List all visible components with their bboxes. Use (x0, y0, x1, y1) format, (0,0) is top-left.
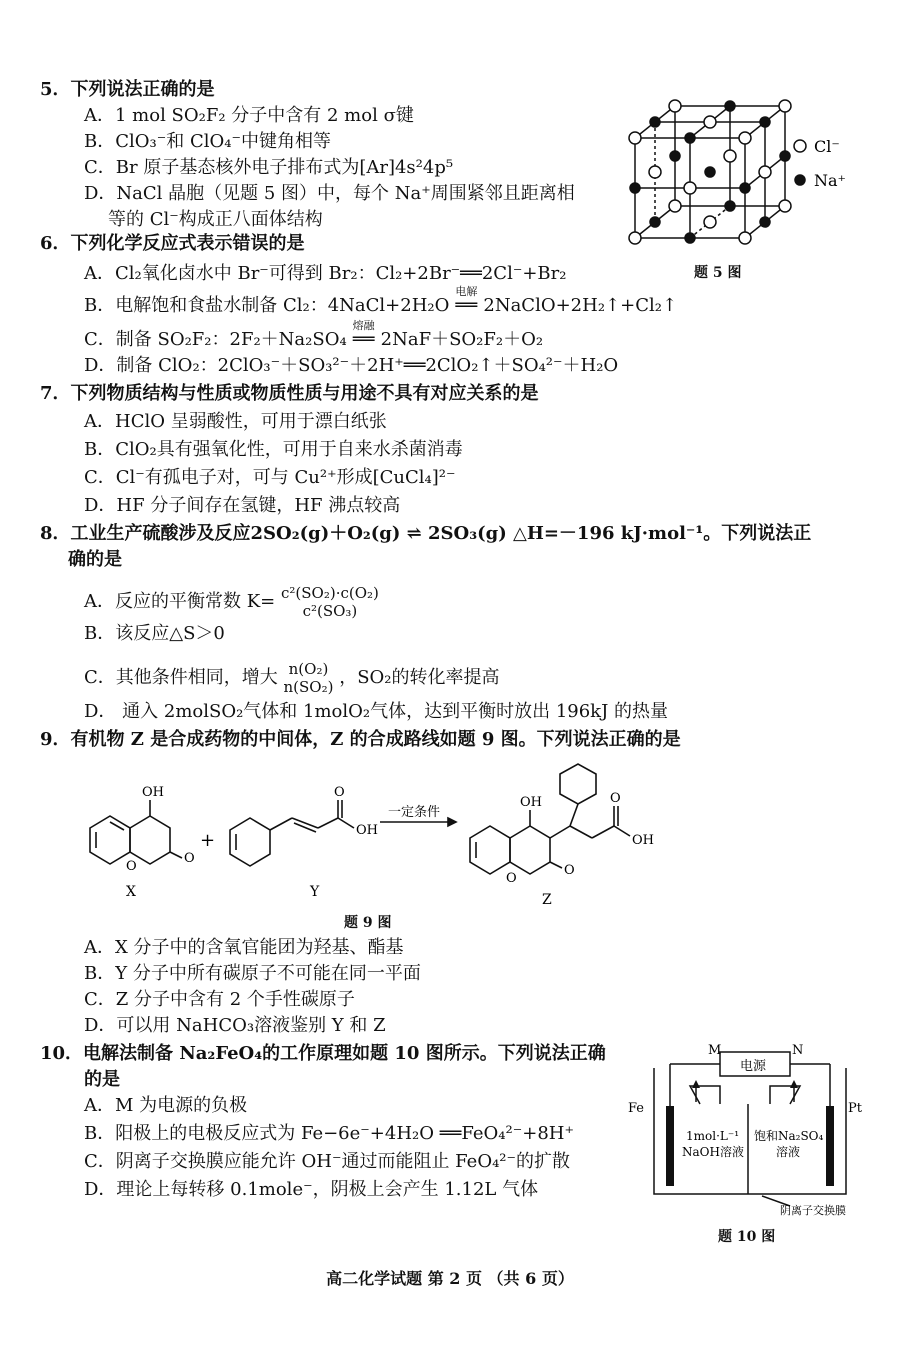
q9-stem: 9．有机物 Z 是合成药物的中间体，Z 的合成路线如题 9 图。下列说法正确的是 (40, 729, 681, 750)
q7-option-d: D．HF 分子间存在氢键，HF 沸点较高 (84, 495, 401, 516)
q5-option-a: A．1 mol SO₂F₂ 分子中含有 2 mol σ键 (84, 105, 414, 126)
q10-figure-caption: 题 10 图 (718, 1229, 776, 1245)
q10-option-a: A．M 为电源的负极 (84, 1095, 248, 1116)
q9-option-d: D．可以用 NaHCO₃溶液鉴别 Y 和 Z (84, 1015, 386, 1036)
x-ring-o-label: O (126, 859, 137, 874)
membrane-label: 阴离子交换膜 (780, 1204, 846, 1217)
q8-option-d: D． 通入 2molSO₂气体和 1molO₂气体，达到平衡时放出 196kJ 的热量 (84, 701, 669, 722)
y-carbonyl-o-label: O (334, 785, 345, 800)
electrode-n-label: N (792, 1043, 804, 1058)
x-oh-label: OH (142, 785, 164, 800)
legend-cl-label: Cl⁻ (814, 137, 840, 156)
q8-stem-line1: 8．工业生产硫酸涉及反应2SO₂(g)＋O₂(g) ⇌ 2SO₃(g) △H=－196 kJ·mol⁻¹。下列说法正 (40, 523, 812, 544)
compound-x-label: X (126, 884, 136, 900)
q6-c-condition: 熔融 (352, 319, 375, 332)
q10-stem-line1: 10．电解法制备 Na₂FeO₄的工作原理如题 10 图所示。下列说法正确 (40, 1043, 606, 1064)
compound-y-label: Y (310, 884, 320, 900)
z-oh-label: OH (520, 795, 542, 810)
q5-option-d-line1: D．NaCl 晶胞（见题 5 图）中，每个 Na⁺周围紧邻且距离相 (84, 183, 575, 204)
pt-electrode-label: Pt (848, 1101, 862, 1116)
q6-option-c: C．制备 SO₂F₂：2F₂＋Na₂SO₄ 熔融 ══ 2NaF＋SO₂F₂＋O₂ (84, 328, 543, 352)
right-solution-line1: 饱和Na₂SO₄ (754, 1129, 824, 1143)
q7-option-b: B．ClO₂具有强氧化性，可用于自来水杀菌消毒 (84, 439, 463, 460)
q6-stem: 6．下列化学反应式表示错误的是 (40, 233, 305, 254)
q9-synthesis-figure (70, 758, 710, 908)
power-source-label: 电源 (740, 1059, 767, 1074)
reaction-condition: 一定条件 (388, 805, 441, 820)
legend-na-label: Na⁺ (814, 171, 846, 190)
q8-option-a (84, 584, 379, 620)
y-oh-label: OH (356, 823, 378, 838)
q6-option-a: A．Cl₂氧化卤水中 Br⁻可得到 Br₂：Cl₂+2Br⁻══2Cl⁻+Br₂ (84, 263, 567, 284)
q10-option-c: C．阴离子交换膜应能允许 OH⁻通过而能阻止 FeO₄²⁻的扩散 (84, 1151, 571, 1172)
q8-c-numerator: n(O₂) (288, 660, 329, 678)
q7-option-a: A．HClO 呈弱酸性，可用于漂白纸张 (84, 411, 387, 432)
q5-option-b: B．ClO₃⁻和 ClO₄⁻中键角相等 (84, 131, 331, 152)
q10-stem-line2: 的是 (84, 1069, 120, 1090)
q8-option-b: B．该反应△S＞0 (84, 623, 225, 644)
nacl-crystal-figure (620, 98, 880, 258)
page-footer: 高二化学试题 第 2 页 （共 6 页） (326, 1269, 574, 1288)
q8-c-text: C．其他条件相同，增大 (84, 667, 278, 688)
plus-sign: + (200, 830, 216, 851)
q6-c-left: C．制备 SO₂F₂：2F₂＋Na₂SO₄ (84, 329, 347, 350)
q6-option-b: B．电解饱和食盐水制备 Cl₂：4NaCl+2H₂O 电解 ══ 2NaClO+2H₂↑+Cl₂↑ (84, 294, 677, 318)
q8-c-denominator: n(SO₂) (283, 678, 334, 696)
z-acid-o-label: O (610, 791, 621, 806)
q8-a-text: A．反应的平衡常数 K= (84, 591, 276, 612)
q8-a-numerator: c²(SO₂)·c(O₂) (280, 584, 379, 602)
q7-stem: 7．下列物质结构与性质或物质性质与用途不具有对应关系的是 (40, 383, 539, 404)
q6-b-right: 2NaClO+2H₂↑+Cl₂↑ (483, 295, 678, 316)
q8-option-c (84, 660, 500, 696)
q9-option-b: B．Y 分子中所有碳原子不可能在同一平面 (84, 963, 421, 984)
q5-figure-caption: 题 5 图 (694, 265, 742, 281)
q6-b-left: B．电解饱和食盐水制备 Cl₂：4NaCl+2H₂O (84, 295, 450, 316)
q5-option-c: C．Br 原子基态核外电子排布式为[Ar]4s²4p⁵ (84, 157, 454, 178)
electrolysis-cell-figure (620, 1043, 870, 1217)
electrode-m-label: M (708, 1043, 722, 1058)
q9-option-c: C．Z 分子中含有 2 个手性碳原子 (84, 989, 355, 1010)
right-solution-line2: 溶液 (776, 1145, 801, 1159)
z-carbonyl-o-label: O (564, 863, 575, 878)
q9-figure-caption: 题 9 图 (344, 915, 392, 931)
fe-electrode-label: Fe (628, 1101, 645, 1116)
q5-stem: 5．下列说法正确的是 (40, 79, 215, 100)
q8-stem-line2: 确的是 (68, 549, 122, 570)
left-solution-line2: NaOH溶液 (682, 1145, 744, 1159)
q7-option-c: C．Cl⁻有孤电子对，可与 Cu²⁺形成[CuCl₄]²⁻ (84, 467, 456, 488)
q10-option-d: D．理论上每转移 0.1mole⁻，阴极上会产生 1.12L 气体 (84, 1179, 539, 1200)
left-solution-line1: 1mol·L⁻¹ (686, 1129, 740, 1143)
z-acid-oh-label: OH (632, 833, 654, 848)
z-ring-o-label: O (506, 871, 517, 886)
q6-c-right: 2NaF＋SO₂F₂＋O₂ (380, 329, 544, 350)
q9-option-a: A．X 分子中的含氧官能团为羟基、酯基 (84, 937, 404, 958)
x-carbonyl-o-label: O (184, 851, 195, 866)
q5-option-d-line2: 等的 Cl⁻构成正八面体结构 (108, 209, 323, 230)
q6-b-condition: 电解 (455, 285, 478, 298)
compound-z-label: Z (542, 892, 552, 908)
q8-c-text-end: ，SO₂的转化率提高 (339, 667, 500, 688)
q6-option-d: D．制备 ClO₂：2ClO₃⁻＋SO₃²⁻＋2H⁺══2ClO₂↑＋SO₄²⁻＋H₂O (84, 355, 619, 376)
q10-option-b: B．阳极上的电极反应式为 Fe−6e⁻+4H₂O ══FeO₄²⁻+8H⁺ (84, 1123, 574, 1144)
q8-a-denominator: c²(SO₃) (302, 602, 358, 620)
